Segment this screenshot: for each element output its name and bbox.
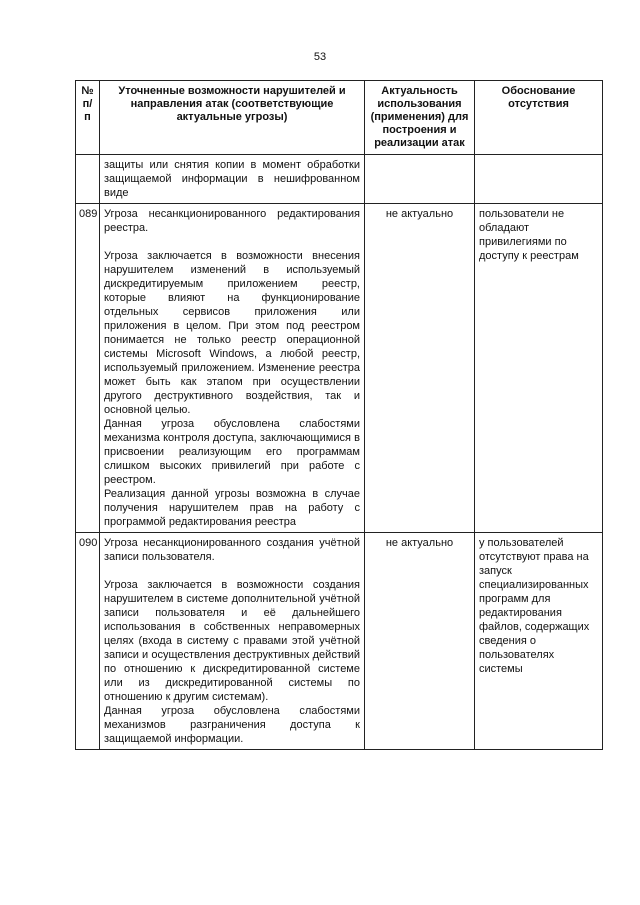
table-header-row xyxy=(76,81,603,155)
threat-paragraph: Угроза заключается в возможности внесения нарушителем изменений в используемый дискредитируемым приложением реестр, которые влияют на функционирование отдельных сервисов приложения или приложения в целом. При этом под реестром понимается не только реестр операционной системы Microsoft Windows, а любой реестр, используемый приложением. Изменение реестра может быть как этапом при осуществлении другого деструктивного воздействия, так и основной целью. xyxy=(104,250,360,416)
cell-actuality: не актуально xyxy=(365,204,475,533)
threat-paragraph: Угроза заключается в возможности создания нарушителем в системе дополнительной учётной записи пользователя и её дальнейшего использования в собственных неправомерных целях (входа в систему с правами этой учётной записи и осуществления деструктивных действий по отношению к дискредитированной системе или из дискредитированной системы по отношению к другим системам). xyxy=(104,579,360,703)
threat-title: Угроза несанкционированного создания учётной записи пользователя. xyxy=(104,537,360,563)
header-num: № п/п xyxy=(76,81,100,155)
header-description: Уточненные возможности нарушителей и направления атак (соответствующие актуальные угрозы) xyxy=(100,81,365,155)
header-justification: Обоснование отсутствия xyxy=(475,81,603,155)
threat-paragraph: Реализация данной угрозы возможна в случае получения нарушителем прав на работу с программой редактирования реестра xyxy=(104,488,360,528)
threat-table xyxy=(75,80,603,750)
cell-actuality xyxy=(365,155,475,204)
threat-paragraph: Данная угроза обусловлена слабостями механизмов разграничения доступа к защищаемой информации. xyxy=(104,705,360,745)
table-row-continuation xyxy=(76,155,603,204)
threat-paragraph: Данная угроза обусловлена слабостями механизма контроля доступа, заключающимися в присвоении реализующим его программам слишком высоких привилегий при работе с реестром. xyxy=(104,418,360,486)
cell-num xyxy=(76,155,100,204)
threat-title: Угроза несанкционированного редактирования реестра. xyxy=(104,208,360,234)
cell-justification: пользователи не обладают привилегиями по доступу к реестрам xyxy=(475,204,603,533)
table-row-089 xyxy=(76,204,603,533)
cell-num: 090 xyxy=(76,533,100,750)
cell-description: защиты или снятия копии в момент обработки защищаемой информации в нешифрованном виде xyxy=(100,155,365,204)
cell-description xyxy=(100,533,365,750)
header-actuality: Актуальность использования (применения) для построения и реализации атак xyxy=(365,81,475,155)
cell-justification: у пользователей отсутствуют права на запуск специализированных программ для редактирования файлов, содержащих сведения о пользователях системы xyxy=(475,533,603,750)
cell-num: 089 xyxy=(76,204,100,533)
cell-actuality: не актуально xyxy=(365,533,475,750)
cell-description xyxy=(100,204,365,533)
table-row-090 xyxy=(76,533,603,750)
cell-justification xyxy=(475,155,603,204)
page-number: 53 xyxy=(313,51,327,63)
